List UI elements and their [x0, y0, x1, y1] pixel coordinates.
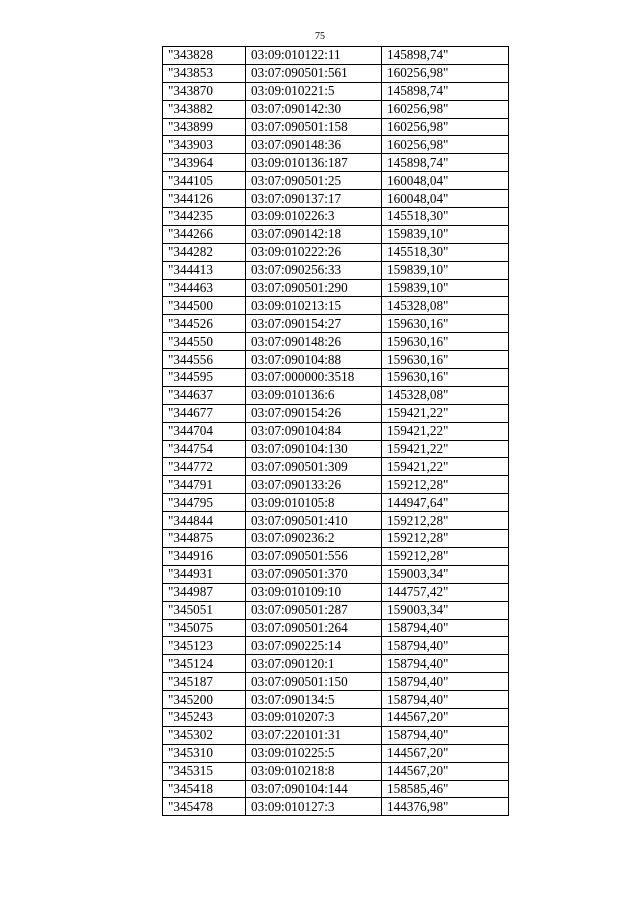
record-id-cell: "343899: [163, 118, 246, 136]
table-row: [163, 118, 509, 136]
record-id-cell: "344126: [163, 190, 246, 208]
table-row: [163, 798, 509, 816]
amount-cell: 160048,04": [382, 172, 509, 190]
table-row: [163, 476, 509, 494]
table-row: [163, 225, 509, 243]
table-row: [163, 208, 509, 226]
amount-cell: 160256,98": [382, 64, 509, 82]
cadastral-number-cell: 03:09:010225:5: [246, 744, 382, 762]
cadastral-number-cell: 03:07:090501:561: [246, 64, 382, 82]
record-id-cell: "344282: [163, 243, 246, 261]
table-row: [163, 780, 509, 798]
record-id-cell: "343853: [163, 64, 246, 82]
table-row: [163, 726, 509, 744]
record-id-cell: "344556: [163, 351, 246, 369]
record-id-cell: "344795: [163, 494, 246, 512]
table-row: [163, 691, 509, 709]
amount-cell: 144567,20": [382, 762, 509, 780]
cadastral-number-cell: 03:09:010221:5: [246, 82, 382, 100]
table-row: [163, 190, 509, 208]
cadastral-number-cell: 03:09:010218:8: [246, 762, 382, 780]
table-row: [163, 673, 509, 691]
amount-cell: 158794,40": [382, 619, 509, 637]
cadastral-number-cell: 03:09:010122:11: [246, 47, 382, 65]
table-body: [163, 47, 509, 816]
cadastral-number-cell: 03:07:090501:309: [246, 458, 382, 476]
table-row: [163, 619, 509, 637]
record-id-cell: "344500: [163, 297, 246, 315]
record-id-cell: "345187: [163, 673, 246, 691]
table-row: [163, 655, 509, 673]
amount-cell: 158794,40": [382, 691, 509, 709]
table-row: [163, 565, 509, 583]
record-id-cell: "345124: [163, 655, 246, 673]
record-id-cell: "344266: [163, 225, 246, 243]
amount-cell: 160256,98": [382, 100, 509, 118]
cadastral-number-cell: 03:07:090501:264: [246, 619, 382, 637]
table-row: [163, 547, 509, 565]
amount-cell: 159630,16": [382, 333, 509, 351]
cadastral-number-cell: 03:07:090154:26: [246, 404, 382, 422]
cadastral-number-cell: 03:07:090120:1: [246, 655, 382, 673]
table-row: [163, 315, 509, 333]
record-id-cell: "344916: [163, 547, 246, 565]
amount-cell: 144567,20": [382, 744, 509, 762]
record-id-cell: "345418: [163, 780, 246, 798]
amount-cell: 144757,42": [382, 583, 509, 601]
record-id-cell: "344235: [163, 208, 246, 226]
record-id-cell: "344463: [163, 279, 246, 297]
data-table: [162, 46, 509, 816]
cadastral-number-cell: 03:09:010136:187: [246, 154, 382, 172]
cadastral-number-cell: 03:07:090134:5: [246, 691, 382, 709]
record-id-cell: "345310: [163, 744, 246, 762]
cadastral-number-cell: 03:07:090104:84: [246, 422, 382, 440]
cadastral-number-cell: 03:09:010213:15: [246, 297, 382, 315]
amount-cell: 145328,08": [382, 297, 509, 315]
record-id-cell: "344677: [163, 404, 246, 422]
cadastral-number-cell: 03:07:090501:370: [246, 565, 382, 583]
table-row: [163, 369, 509, 387]
record-id-cell: "345302: [163, 726, 246, 744]
table-row: [163, 172, 509, 190]
amount-cell: 144376,98": [382, 798, 509, 816]
amount-cell: 159839,10": [382, 225, 509, 243]
record-id-cell: "344754: [163, 440, 246, 458]
amount-cell: 159630,16": [382, 315, 509, 333]
cadastral-number-cell: 03:07:090256:33: [246, 261, 382, 279]
cadastral-number-cell: 03:07:090225:14: [246, 637, 382, 655]
amount-cell: 158794,40": [382, 726, 509, 744]
amount-cell: 159421,22": [382, 458, 509, 476]
cadastral-number-cell: 03:09:010226:3: [246, 208, 382, 226]
table-row: [163, 82, 509, 100]
amount-cell: 145898,74": [382, 154, 509, 172]
table-row: [163, 243, 509, 261]
amount-cell: 159212,28": [382, 547, 509, 565]
record-id-cell: "345075: [163, 619, 246, 637]
amount-cell: 144947,64": [382, 494, 509, 512]
cadastral-number-cell: 03:07:090148:36: [246, 136, 382, 154]
table-row: [163, 351, 509, 369]
table-row: [163, 601, 509, 619]
table-row: [163, 404, 509, 422]
table-row: [163, 422, 509, 440]
record-id-cell: "345315: [163, 762, 246, 780]
cadastral-number-cell: 03:07:090104:130: [246, 440, 382, 458]
record-id-cell: "345123: [163, 637, 246, 655]
table-row: [163, 494, 509, 512]
amount-cell: 145518,30": [382, 243, 509, 261]
record-id-cell: "343882: [163, 100, 246, 118]
amount-cell: 158585,46": [382, 780, 509, 798]
cadastral-number-cell: 03:07:090104:88: [246, 351, 382, 369]
table-row: [163, 261, 509, 279]
amount-cell: 144567,20": [382, 708, 509, 726]
amount-cell: 159630,16": [382, 351, 509, 369]
record-id-cell: "343828: [163, 47, 246, 65]
table-row: [163, 762, 509, 780]
table-row: [163, 64, 509, 82]
record-id-cell: "344931: [163, 565, 246, 583]
amount-cell: 159630,16": [382, 369, 509, 387]
amount-cell: 159421,22": [382, 422, 509, 440]
cadastral-number-cell: 03:09:010109:10: [246, 583, 382, 601]
record-id-cell: "345051: [163, 601, 246, 619]
amount-cell: 145518,30": [382, 208, 509, 226]
cadastral-number-cell: 03:07:000000:3518: [246, 369, 382, 387]
cadastral-number-cell: 03:07:090154:27: [246, 315, 382, 333]
amount-cell: 159421,22": [382, 404, 509, 422]
table-row: [163, 744, 509, 762]
record-id-cell: "344526: [163, 315, 246, 333]
table-row: [163, 440, 509, 458]
table-row: [163, 100, 509, 118]
record-id-cell: "344844: [163, 512, 246, 530]
table-row: [163, 512, 509, 530]
table-row: [163, 386, 509, 404]
table-row: [163, 154, 509, 172]
record-id-cell: "344413: [163, 261, 246, 279]
record-id-cell: "343870: [163, 82, 246, 100]
amount-cell: 159421,22": [382, 440, 509, 458]
record-id-cell: "343964: [163, 154, 246, 172]
record-id-cell: "344595: [163, 369, 246, 387]
amount-cell: 160256,98": [382, 136, 509, 154]
record-id-cell: "344875: [163, 530, 246, 548]
amount-cell: 145898,74": [382, 47, 509, 65]
table-row: [163, 279, 509, 297]
table-row: [163, 530, 509, 548]
amount-cell: 159212,28": [382, 512, 509, 530]
table-row: [163, 47, 509, 65]
cadastral-number-cell: 03:07:090501:158: [246, 118, 382, 136]
table-row: [163, 637, 509, 655]
record-id-cell: "345243: [163, 708, 246, 726]
cadastral-number-cell: 03:09:010127:3: [246, 798, 382, 816]
record-id-cell: "344704: [163, 422, 246, 440]
table-row: [163, 297, 509, 315]
cadastral-number-cell: 03:09:010136:6: [246, 386, 382, 404]
amount-cell: 159003,34": [382, 565, 509, 583]
amount-cell: 159003,34": [382, 601, 509, 619]
amount-cell: 145898,74": [382, 82, 509, 100]
amount-cell: 160048,04": [382, 190, 509, 208]
table-row: [163, 708, 509, 726]
record-id-cell: "344550: [163, 333, 246, 351]
cadastral-number-cell: 03:07:090501:150: [246, 673, 382, 691]
table-row: [163, 333, 509, 351]
record-id-cell: "343903: [163, 136, 246, 154]
record-id-cell: "345200: [163, 691, 246, 709]
amount-cell: 158794,40": [382, 637, 509, 655]
cadastral-number-cell: 03:07:090501:410: [246, 512, 382, 530]
amount-cell: 158794,40": [382, 673, 509, 691]
cadastral-number-cell: 03:07:090236:2: [246, 530, 382, 548]
cadastral-number-cell: 03:07:090501:556: [246, 547, 382, 565]
cadastral-number-cell: 03:07:090501:25: [246, 172, 382, 190]
amount-cell: 145328,08": [382, 386, 509, 404]
cadastral-number-cell: 03:07:090501:287: [246, 601, 382, 619]
cadastral-number-cell: 03:07:090148:26: [246, 333, 382, 351]
record-id-cell: "344791: [163, 476, 246, 494]
cadastral-number-cell: 03:07:090501:290: [246, 279, 382, 297]
cadastral-number-cell: 03:07:220101:31: [246, 726, 382, 744]
record-id-cell: "344637: [163, 386, 246, 404]
amount-cell: 159212,28": [382, 530, 509, 548]
cadastral-number-cell: 03:07:090133:26: [246, 476, 382, 494]
cadastral-number-cell: 03:07:090142:30: [246, 100, 382, 118]
cadastral-number-cell: 03:07:090104:144: [246, 780, 382, 798]
table-row: [163, 136, 509, 154]
amount-cell: 159839,10": [382, 261, 509, 279]
amount-cell: 158794,40": [382, 655, 509, 673]
table-row: [163, 583, 509, 601]
record-id-cell: "344105: [163, 172, 246, 190]
page-number: 75: [315, 31, 325, 42]
cadastral-number-cell: 03:07:090142:18: [246, 225, 382, 243]
amount-cell: 159839,10": [382, 279, 509, 297]
cadastral-number-cell: 03:09:010105:8: [246, 494, 382, 512]
record-id-cell: "344772: [163, 458, 246, 476]
record-id-cell: "345478: [163, 798, 246, 816]
table-row: [163, 458, 509, 476]
amount-cell: 159212,28": [382, 476, 509, 494]
cadastral-number-cell: 03:09:010222:26: [246, 243, 382, 261]
cadastral-number-cell: 03:07:090137:17: [246, 190, 382, 208]
record-id-cell: "344987: [163, 583, 246, 601]
cadastral-number-cell: 03:09:010207:3: [246, 708, 382, 726]
amount-cell: 160256,98": [382, 118, 509, 136]
